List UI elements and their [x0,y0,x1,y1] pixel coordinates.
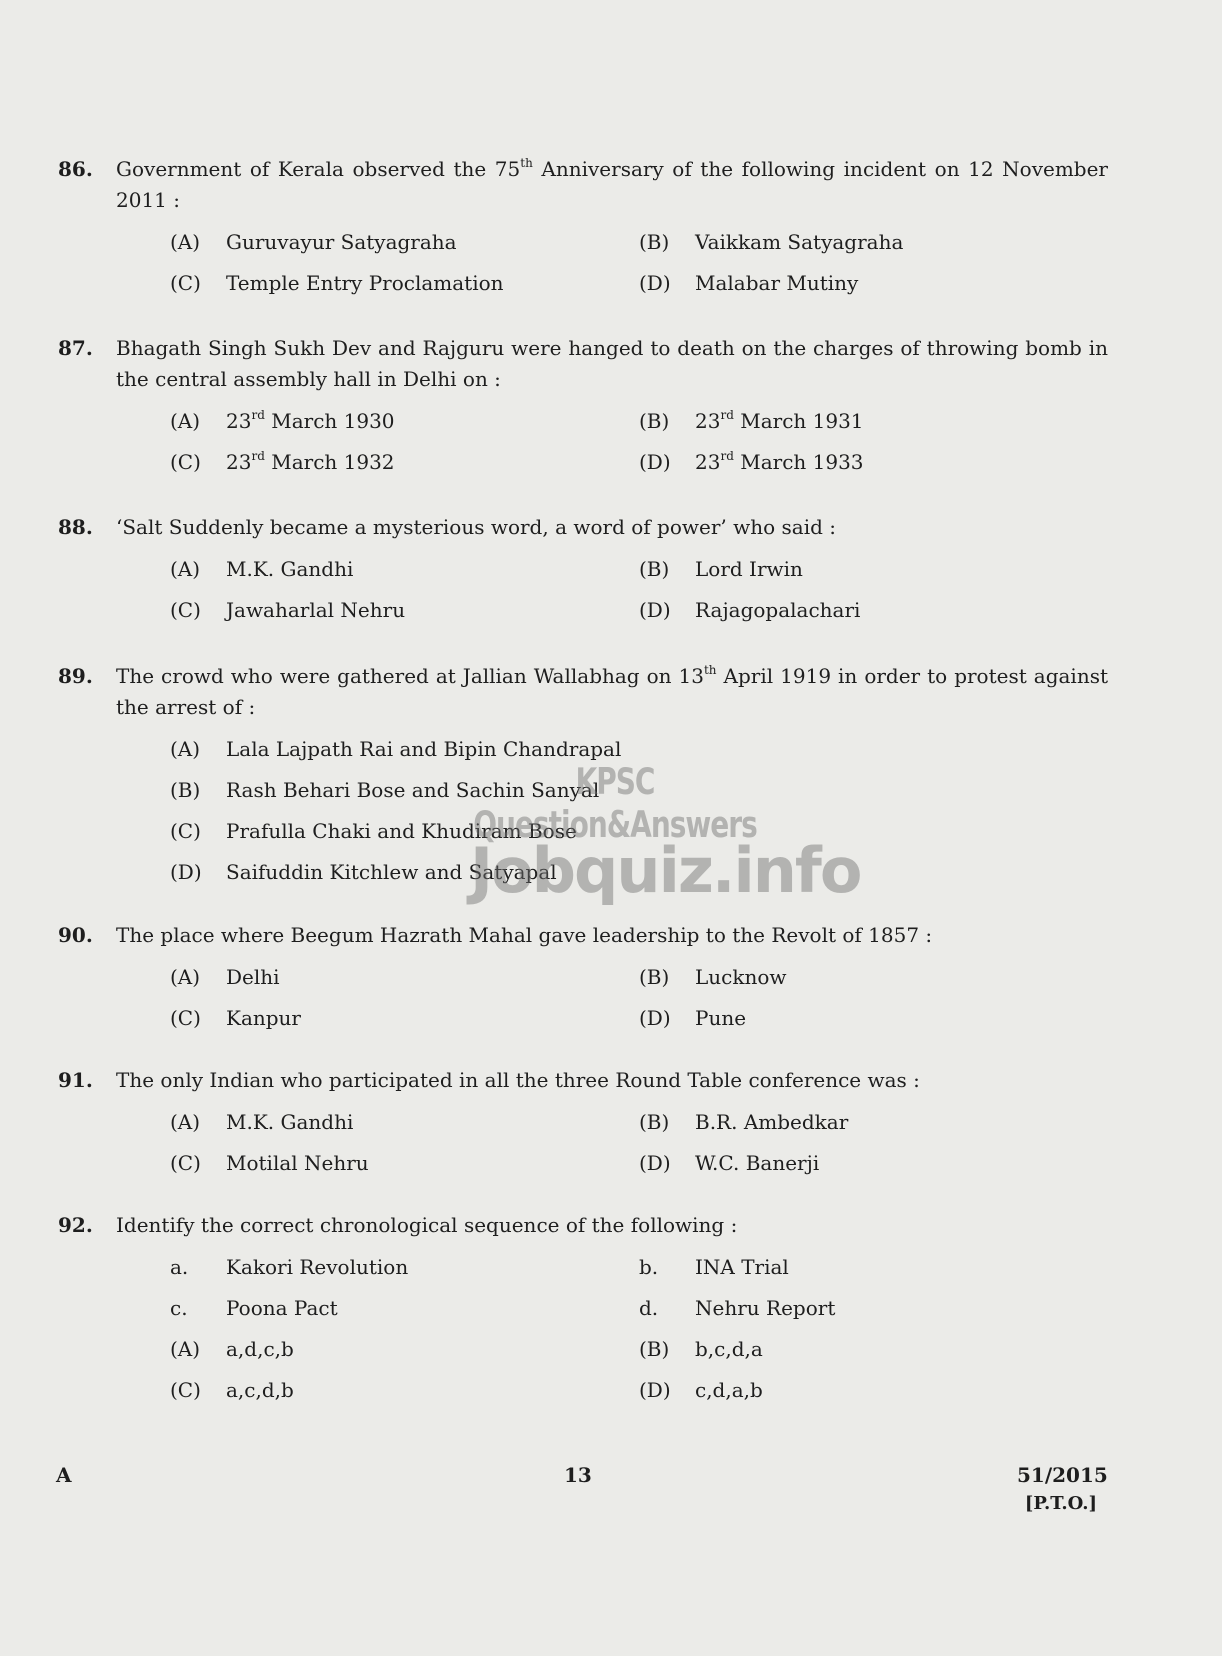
option-a: (A) a,d,c,b [170,1337,294,1361]
exam-code: 51/2015 [1017,1463,1108,1487]
question-92 [58,1210,1108,1416]
item-a: a. Kakori Revolution [170,1255,409,1279]
option-b: (B) 23rd March 1931 [639,408,864,433]
option-d: (D) Pune [639,1006,747,1030]
option-c: (C) Prafulla Chaki and Khudiram Bose [170,819,577,843]
options [170,962,1108,1044]
option-a: (A) Delhi [170,965,280,989]
question-text: Bhagath Singh Sukh Dev and Rajguru were hanged to death on the charges of throwing bomb in the central assembly hall in Delhi on : [116,336,1108,391]
question-number: 92. [58,1213,93,1237]
watermark [470,760,861,907]
option-c: (C) 23rd March 1932 [170,449,395,474]
watermark-line1: KPSC Question&Answers [473,760,757,846]
option-a: (A) Lala Lajpath Rai and Bipin Chandrapal [170,737,622,761]
options [170,1107,1108,1189]
question-number: 91. [58,1068,93,1092]
option-a: (A) 23rd March 1930 [170,408,395,433]
option-c: (C) Motilal Nehru [170,1151,369,1175]
option-b: (B) Lucknow [639,965,787,989]
question-number: 86. [58,157,93,181]
question-number: 89. [58,664,93,688]
option-d: (D) 23rd March 1933 [639,449,864,474]
option-b: (B) B.R. Ambedkar [639,1110,849,1134]
option-d: (D) Malabar Mutiny [639,271,859,295]
option-d: (D) c,d,a,b [639,1378,763,1402]
option-b: (B) b,c,d,a [639,1337,763,1361]
option-c: (C) Kanpur [170,1006,301,1030]
option-b: (B) Vaikkam Satyagraha [639,230,904,254]
option-a: (A) M.K. Gandhi [170,1110,354,1134]
question-text: The only Indian who participated in all the three Round Table conference was : [116,1068,920,1092]
question-number: 90. [58,923,93,947]
question-90 [58,920,1108,1044]
watermark-line2: Jobquiz.info [470,834,861,907]
question-text: The place where Beegum Hazrath Mahal gave leadership to the Revolt of 1857 : [116,923,933,947]
item-b: b. INA Trial [639,1255,789,1279]
option-b: (B) Rash Behari Bose and Sachin Sanyal [170,778,600,802]
question-text: The crowd who were gathered at Jallian Wallabhag on 13th April 1919 in order to protest against the arrest of : [116,663,1108,719]
options [170,554,1108,636]
question-86 [58,154,1108,309]
question-88 [58,512,1108,636]
question-number: 87. [58,336,93,360]
option-b: (B) Lord Irwin [639,557,803,581]
option-d: (D) W.C. Banerji [639,1151,820,1175]
option-d: (D) Saifuddin Kitchlew and Satyapal [170,860,557,884]
question-87 [58,333,1108,488]
please-turn-over: [P.T.O.] [1024,1493,1097,1514]
option-c: (C) Temple Entry Proclamation [170,271,504,295]
question-text: ‘Salt Suddenly became a mysterious word, a word of power’ who said : [116,515,836,539]
option-a: (A) M.K. Gandhi [170,557,354,581]
item-c: c. Poona Pact [170,1296,338,1320]
option-a: (A) Guruvayur Satyagraha [170,230,457,254]
item-d: d. Nehru Report [639,1296,836,1320]
question-number: 88. [58,515,93,539]
question-91 [58,1065,1108,1189]
options [170,406,1108,488]
options [170,227,1108,309]
page-number: 13 [564,1463,592,1487]
options [170,1252,1108,1416]
question-text: Identify the correct chronological sequence of the following : [116,1213,738,1237]
option-c: (C) a,c,d,b [170,1378,294,1402]
question-text: Government of Kerala observed the 75th Anniversary of the following incident on 12 November 2011 : [116,156,1108,212]
option-c: (C) Jawaharlal Nehru [170,598,406,622]
booklet-series: A [56,1463,72,1487]
option-d: (D) Rajagopalachari [639,598,861,622]
